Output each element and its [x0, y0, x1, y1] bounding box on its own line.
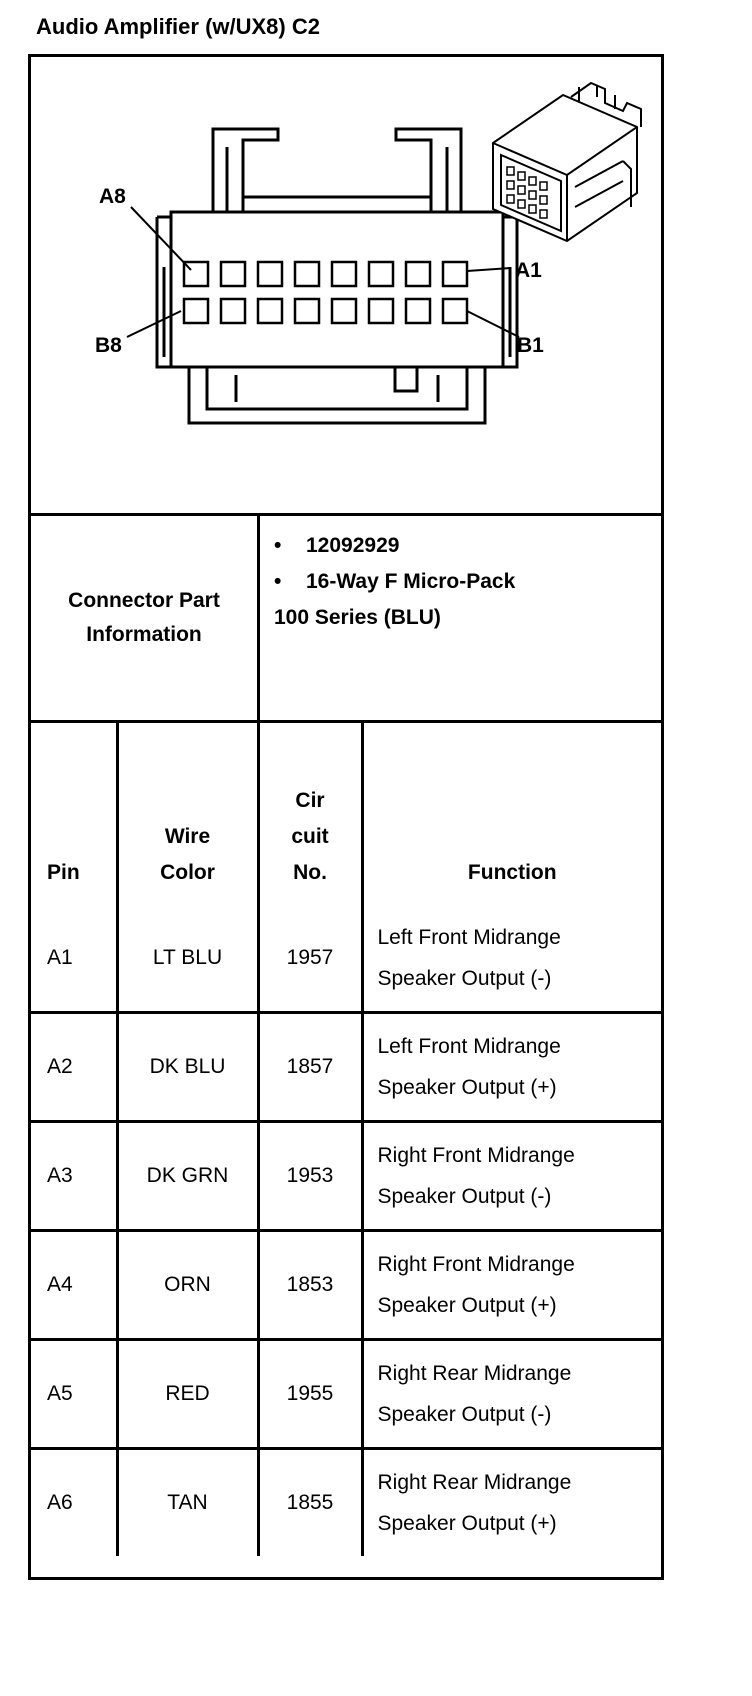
part-number-line — [274, 528, 515, 564]
header-pin: Pin — [31, 723, 117, 905]
pin-cell: A5 — [31, 1340, 117, 1449]
cavity-a1 — [443, 262, 467, 286]
pin-table-header — [31, 723, 661, 905]
connector-body — [171, 212, 503, 367]
function-cell: Right Rear Midrange Speaker Output (-) — [362, 1340, 661, 1449]
left-latch — [213, 129, 278, 212]
circuit-cell: 1953 — [258, 1122, 362, 1231]
function-cell: Right Front Midrange Speaker Output (-) — [362, 1122, 661, 1231]
connector-part-information — [31, 516, 661, 723]
connector-skirt — [189, 367, 485, 423]
bullet: • — [274, 534, 282, 557]
wire-color-cell: LT BLU — [117, 905, 258, 1013]
part-number: 12092929 — [306, 534, 400, 557]
bullet: • — [274, 570, 282, 593]
cavity-b8 — [184, 299, 208, 323]
cavity-a4 — [332, 262, 356, 286]
pin-cell: A6 — [31, 1449, 117, 1557]
pin-cell: A2 — [31, 1013, 117, 1122]
circuit-cell: 1853 — [258, 1231, 362, 1340]
leader-b8 — [127, 311, 181, 337]
label-b1: B1 — [517, 334, 544, 357]
connector-info-label-line2: Information — [86, 623, 202, 646]
table-row — [31, 1340, 661, 1449]
table-row — [31, 1122, 661, 1231]
header-wire-color: Wire Color — [117, 723, 258, 905]
wire-color-cell: DK GRN — [117, 1122, 258, 1231]
cavity-b2 — [406, 299, 430, 323]
label-b8: B8 — [95, 334, 122, 357]
connector-info-content — [274, 528, 515, 636]
cavity-b5 — [295, 299, 319, 323]
table-row — [31, 1013, 661, 1122]
connector-info-label-line1: Connector Part — [68, 589, 220, 612]
cavity-b4 — [332, 299, 356, 323]
connector-thumbnail — [493, 83, 641, 241]
page-title: Audio Amplifier (w/UX8) C2 — [36, 14, 320, 39]
table-row — [31, 905, 661, 1013]
cavity-b1 — [443, 299, 467, 323]
series-description: 100 Series (BLU) — [274, 606, 441, 629]
function-cell: Left Front Midrange Speaker Output (+) — [362, 1013, 661, 1122]
cavity-a5 — [295, 262, 319, 286]
right-latch — [396, 129, 461, 212]
label-a8: A8 — [99, 185, 126, 208]
connector-description: 16-Way F Micro-Pack — [306, 570, 516, 593]
connector-info-label — [31, 516, 260, 720]
wire-color-cell: ORN — [117, 1231, 258, 1340]
label-a1: A1 — [515, 259, 542, 282]
pin-cell: A1 — [31, 905, 117, 1013]
circuit-cell: 1955 — [258, 1340, 362, 1449]
header-circuit-no: Cir cuit No. — [258, 723, 362, 905]
wire-color-cell: TAN — [117, 1449, 258, 1557]
circuit-cell: 1857 — [258, 1013, 362, 1122]
connector-document — [28, 54, 664, 1580]
wire-color-cell: DK BLU — [117, 1013, 258, 1122]
function-cell: Right Rear Midrange Speaker Output (+) — [362, 1449, 661, 1557]
description-line — [274, 564, 515, 600]
cavity-a6 — [258, 262, 282, 286]
connector-face-drawing — [31, 57, 661, 513]
table-row — [31, 1449, 661, 1557]
wire-color-cell: RED — [117, 1340, 258, 1449]
connector-diagram — [31, 57, 661, 516]
circuit-cell: 1855 — [258, 1449, 362, 1557]
pin-cell: A3 — [31, 1122, 117, 1231]
function-cell: Left Front Midrange Speaker Output (-) — [362, 905, 661, 1013]
cavity-a3 — [369, 262, 393, 286]
table-row — [31, 1231, 661, 1340]
cavity-a2 — [406, 262, 430, 286]
cavity-b6 — [258, 299, 282, 323]
cavity-a7 — [221, 262, 245, 286]
header-function: Function — [362, 723, 661, 905]
function-cell: Right Front Midrange Speaker Output (+) — [362, 1231, 661, 1340]
pin-table — [31, 723, 661, 1556]
circuit-cell: 1957 — [258, 905, 362, 1013]
pin-cell: A4 — [31, 1231, 117, 1340]
cavity-b3 — [369, 299, 393, 323]
cavity-b7 — [221, 299, 245, 323]
